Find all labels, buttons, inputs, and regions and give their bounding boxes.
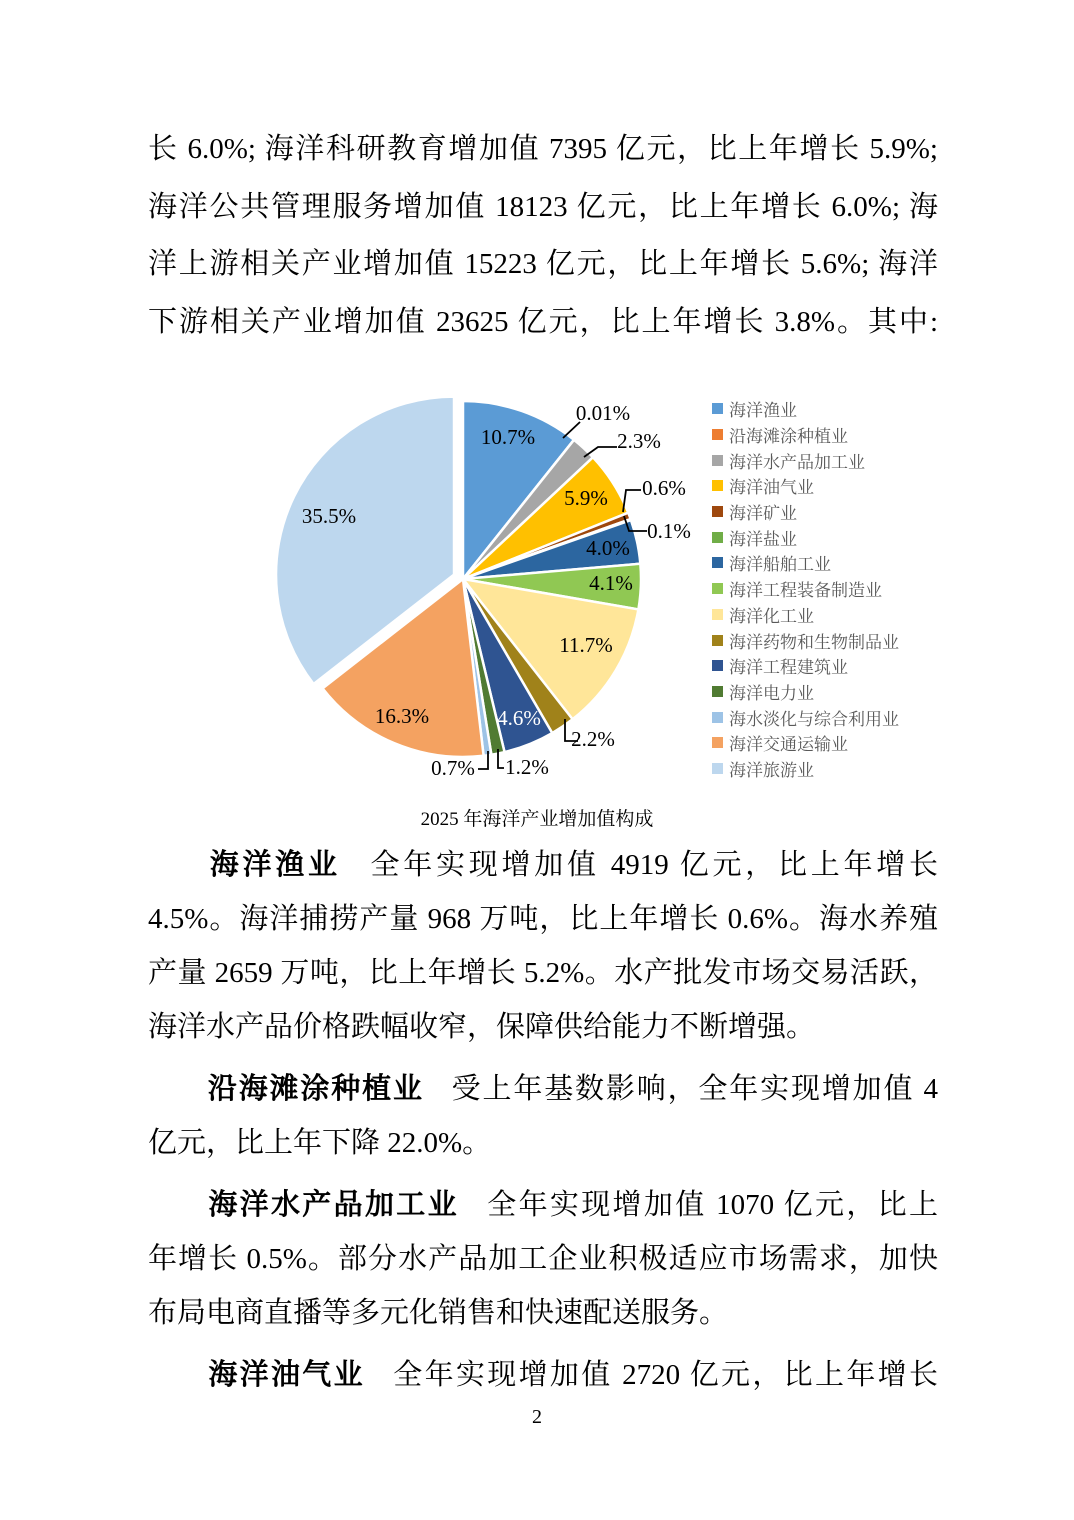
body-sections [148, 838, 938, 1410]
body-paragraph [148, 1348, 938, 1402]
text-line [148, 1178, 938, 1232]
legend-label: 沿海滩涂种植业 [729, 427, 848, 447]
pie-slice-label: 35.5% [301, 504, 357, 528]
legend-label: 海洋工程装备制造业 [729, 581, 882, 601]
text-line: 洋上游相关产业增加值 15223 亿元，比上年增长 5.6%; 海洋 [148, 248, 938, 280]
pie-chart [240, 390, 710, 790]
legend-swatch [712, 429, 723, 440]
pie-slice-label: 10.7% [480, 425, 536, 449]
legend-item [712, 576, 899, 602]
legend-swatch [712, 506, 723, 517]
pie-slice-label: 0.6% [642, 476, 686, 500]
legend-label: 海洋电力业 [729, 683, 814, 703]
legend-item [712, 704, 899, 730]
legend-item [712, 756, 899, 782]
legend-swatch [712, 763, 723, 774]
pie-slice-label: 0.7% [431, 756, 475, 780]
legend-label: 海洋化工业 [729, 606, 814, 626]
legend-label: 海洋交通运输业 [729, 735, 848, 755]
legend-swatch [712, 480, 723, 491]
line-text: 全年实现增加值 1070 亿元，比上 [484, 1189, 938, 1221]
text-line: 产量 2659 万吨，比上年增长 5.2%。水产批发市场交易活跃， [148, 957, 938, 989]
legend-item [712, 447, 899, 473]
legend-swatch [712, 403, 723, 414]
text-line: 海洋水产品价格跌幅收窄，保障供给能力不断增强。 [148, 1011, 816, 1043]
pie-slice-label: 4.0% [586, 536, 630, 560]
legend-swatch [712, 455, 723, 466]
section-lead: 海洋油气业 [206, 1359, 365, 1391]
legend-swatch [712, 737, 723, 748]
section-lead: 海洋水产品加工业 [206, 1189, 459, 1221]
legend-item [712, 627, 899, 653]
legend-swatch [712, 660, 723, 671]
text-line: 年增长 0.5%。部分水产品加工企业积极适应市场需求，加快 [148, 1243, 938, 1275]
section-lead: 海洋渔业 [206, 849, 341, 881]
legend-swatch [712, 532, 723, 543]
legend-swatch [712, 686, 723, 697]
chart-legend [712, 396, 899, 781]
legend-label: 海洋水产品加工业 [729, 452, 865, 472]
pie-slice-label: 2.2% [571, 727, 615, 751]
line-text: 受上年基数影响，全年实现增加值 4 [449, 1073, 938, 1105]
legend-item [712, 550, 899, 576]
text-line: 海洋公共管理服务增加值 18123 亿元，比上年增长 6.0%; 海 [148, 190, 938, 223]
text-line: 下游相关产业增加值 23625 亿元，比上年增长 3.8%。其中: [148, 305, 938, 338]
legend-item [712, 473, 899, 499]
text-line: 亿元，比上年下降 22.0%。 [148, 1127, 492, 1159]
legend-item [712, 653, 899, 679]
legend-label: 海洋船舶工业 [729, 555, 831, 575]
legend-label: 海洋盐业 [729, 529, 797, 549]
page-number: 2 [532, 1406, 542, 1428]
text-line: 长 6.0%; 海洋科研教育增加值 7395 亿元，比上年增长 5.9%; [148, 133, 938, 165]
legend-label: 海洋油气业 [729, 478, 814, 498]
pie-slice-label: 5.9% [564, 486, 608, 510]
legend-item [712, 422, 899, 448]
line-text: 全年实现增加值 2720 亿元，比上年增长 [390, 1359, 938, 1391]
text-line: 布局电商直播等多元化销售和快速配送服务。 [148, 1297, 729, 1329]
legend-label: 海洋药物和生物制品业 [729, 632, 899, 652]
pie-slice-label: 4.6% [497, 706, 541, 730]
legend-item [712, 396, 899, 422]
pie-slice-label: 0.01% [575, 401, 631, 425]
legend-label: 海洋矿业 [729, 504, 797, 524]
text-line [148, 1348, 938, 1402]
body-paragraph [148, 838, 938, 1054]
legend-swatch [712, 557, 723, 568]
pie-slice-label: 4.1% [589, 571, 633, 595]
pie-slice-label: 11.7% [559, 633, 613, 657]
text-line [148, 838, 938, 892]
legend-swatch [712, 635, 723, 646]
legend-item [712, 602, 899, 628]
legend-swatch [712, 583, 723, 594]
legend-item [712, 524, 899, 550]
section-lead: 沿海滩涂种植业 [206, 1073, 424, 1105]
legend-swatch [712, 609, 723, 620]
legend-item [712, 679, 899, 705]
chart-caption: 2025 年海洋产业增加值构成 [420, 809, 654, 830]
pie-slice-label: 0.1% [647, 519, 691, 543]
text-line [148, 1062, 938, 1116]
pie-slice-label: 2.3% [617, 429, 661, 453]
legend-item [712, 499, 899, 525]
legend-swatch [712, 712, 723, 723]
legend-label: 海洋工程建筑业 [729, 658, 848, 678]
legend-label: 海水淡化与综合利用业 [729, 709, 899, 729]
body-paragraph [148, 1178, 938, 1340]
legend-item [712, 730, 899, 756]
intro-paragraph [148, 121, 938, 351]
body-paragraph [148, 1062, 938, 1170]
pie-slice-label: 1.2% [505, 755, 549, 779]
line-text: 全年实现增加值 4919 亿元，比上年增长 [366, 849, 938, 881]
legend-label: 海洋旅游业 [729, 760, 814, 780]
pie-slice-label: 16.3% [374, 704, 430, 728]
text-line: 4.5%。海洋捕捞产量 968 万吨，比上年增长 0.6%。海水养殖 [148, 903, 938, 935]
legend-label: 海洋渔业 [729, 401, 797, 421]
